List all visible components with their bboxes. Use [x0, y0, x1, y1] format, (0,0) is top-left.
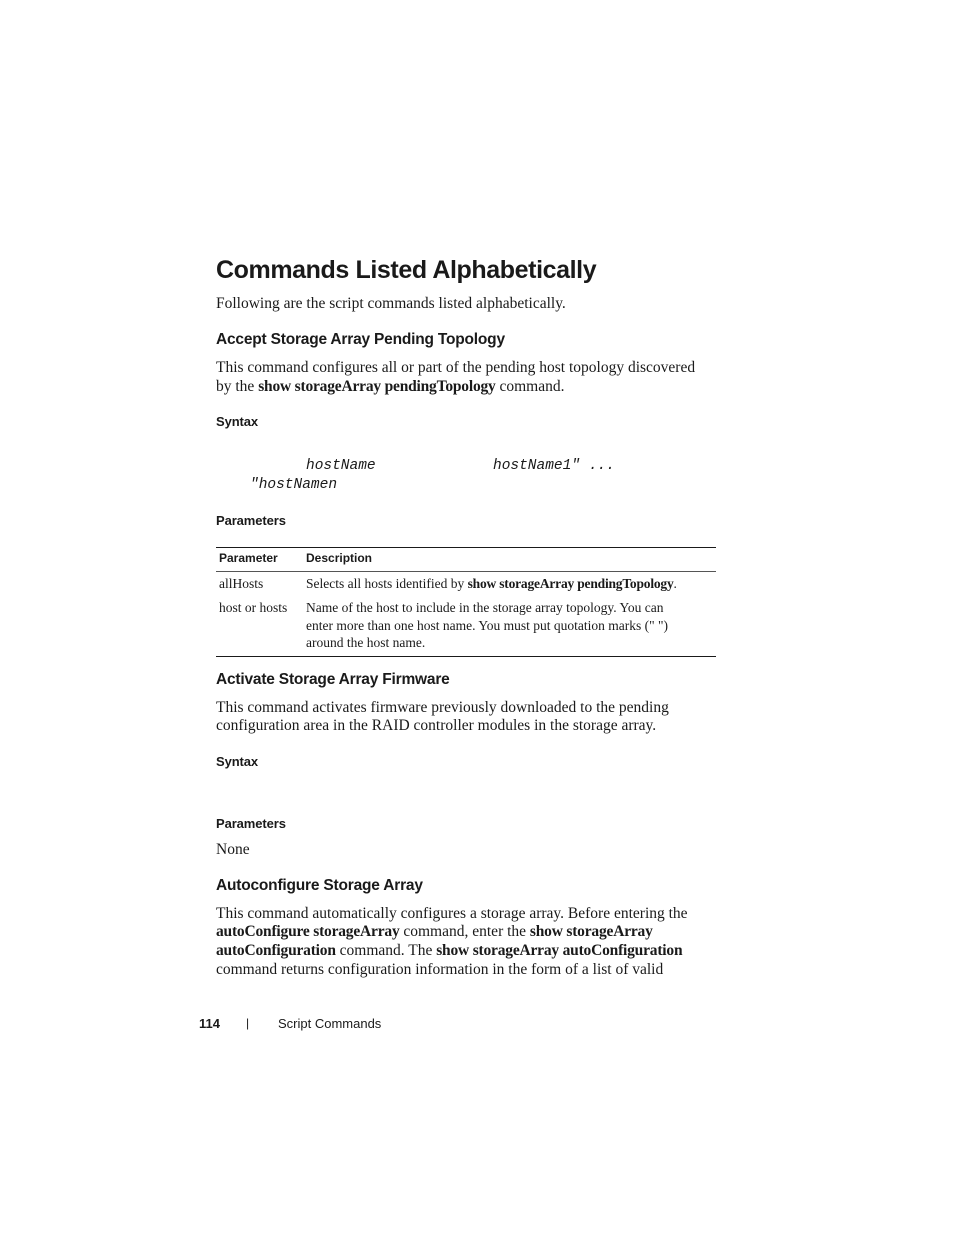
footer-separator: | [246, 1016, 250, 1030]
command-name: show storageArray autoConfiguration [436, 942, 683, 959]
command-name: autoConfigure storageArray [216, 923, 400, 940]
section-title-accept-topology: Accept Storage Array Pending Topology [216, 331, 505, 348]
table-cell-desc-line: Name of the host to include in the storage array topology. You can [306, 600, 664, 615]
desc-text: command. The [335, 942, 437, 959]
section-title-activate-firmware: Activate Storage Array Firmware [216, 671, 450, 688]
table-cell-desc [306, 575, 677, 593]
table-cell-param: host or hosts [219, 600, 288, 615]
section-title-autoconfigure: Autoconfigure Storage Array [216, 877, 423, 894]
syntax-token: "hostNamen [250, 477, 338, 493]
section-desc-line [216, 377, 564, 396]
page-title: Commands Listed Alphabetically [216, 256, 597, 284]
table-top-rule [216, 547, 716, 548]
table-cell-desc-line: around the host name. [306, 635, 426, 650]
section-desc-line: This command activates firmware previously downloaded to the pending [216, 699, 669, 716]
parameters-label: Parameters [216, 816, 286, 831]
parameters-label: Parameters [216, 513, 286, 528]
section-desc-line [216, 941, 682, 960]
section-desc-line: This command configures all or part of the pending host topology discovered [216, 359, 696, 376]
table-header-parameter: Parameter [219, 551, 278, 565]
parameters-value: None [216, 841, 250, 858]
table-header-rule [216, 571, 716, 572]
section-desc-line [216, 922, 653, 941]
section-desc-line: command returns configuration information in the form of a list of valid [216, 961, 664, 978]
table-cell-param: allHosts [219, 576, 264, 591]
section-desc-line: configuration area in the RAID controller modules in the storage array. [216, 717, 657, 734]
table-cell-desc-line: enter more than one host name. You must put quotation marks (" ") [306, 618, 668, 633]
desc-text: . [673, 576, 677, 591]
table-bottom-rule [216, 656, 716, 657]
desc-text: Selects all hosts identified by [306, 576, 468, 591]
syntax-token: hostName1" ... [493, 458, 615, 474]
command-name: show storageArray pendingTopology [467, 576, 674, 591]
syntax-token: hostName [306, 458, 376, 474]
table-header-description: Description [306, 551, 373, 565]
desc-text: command. [495, 378, 565, 395]
syntax-label: Syntax [216, 414, 259, 429]
command-name: autoConfiguration [216, 942, 336, 959]
desc-text: command, enter the [399, 923, 530, 940]
section-desc-line: This command automatically configures a storage array. Before entering the [216, 905, 688, 922]
command-name: show storageArray [529, 923, 653, 940]
footer-chapter: Script Commands [278, 1016, 382, 1031]
page-number: 114 [199, 1016, 220, 1031]
intro-text: Following are the script commands listed alphabetically. [216, 295, 566, 312]
command-name: show storageArray pendingTopology [258, 378, 496, 395]
desc-text: by the [216, 378, 259, 395]
syntax-label: Syntax [216, 754, 259, 769]
